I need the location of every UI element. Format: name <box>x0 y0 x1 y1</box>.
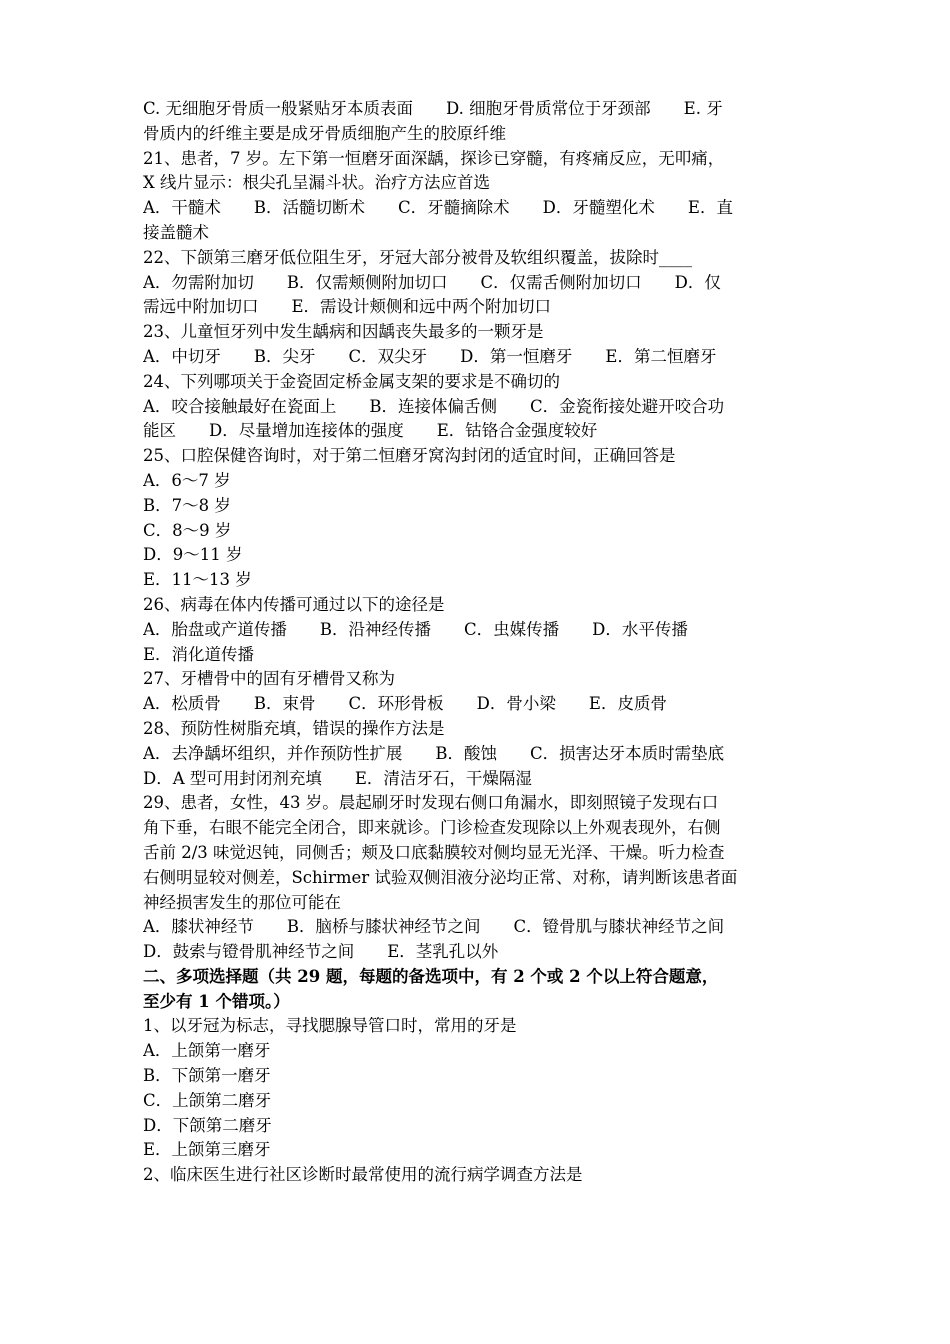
text-line: 28、预防性树脂充填，错误的操作方法是 <box>143 718 445 738</box>
text-line: 神经损害发生的那位可能在 <box>143 892 341 912</box>
text-line: A．上颌第一磨牙 <box>143 1041 271 1061</box>
text-line: C. 无细胞牙骨质一般紧贴牙本质表面 D. 细胞牙骨质常位于牙颈部 E. 牙 <box>143 99 723 118</box>
text-line: 骨质内的纤维主要是成牙骨质细胞产生的胶原纤维 <box>143 123 506 143</box>
text-line: E．11～13 岁 <box>143 570 252 590</box>
section-heading-line: 二、多项选择题（共 29 题，每题的备选项中，有 2 个或 2 个以上符合题意， <box>143 966 719 986</box>
text-line: 接盖髓术 <box>143 222 209 242</box>
text-line: A．去净龋坏组织，并作预防性扩展 B．酸蚀 C．损害达牙本质时需垫底 <box>143 743 725 763</box>
text-line: D．9～11 岁 <box>143 545 243 565</box>
text-line: 29、患者，女性，43 岁。晨起刷牙时发现右侧口角漏水，即刻照镜子发现右口 <box>143 793 719 813</box>
text-line: A．松质骨 B．束骨 C．环形骨板 D．骨小梁 E．皮质骨 <box>143 694 667 714</box>
text-line: 22、下颌第三磨牙低位阻生牙，牙冠大部分被骨及软组织覆盖，拔除时____ <box>143 247 692 267</box>
text-line: A．干髓术 B．活髓切断术 C．牙髓摘除术 D．牙髓塑化术 E．直 <box>143 198 733 218</box>
text-line: 24、下列哪项关于金瓷固定桥金属支架的要求是不确切的 <box>143 371 560 391</box>
text-line: C．上颌第二磨牙 <box>143 1090 272 1110</box>
text-line: 2、临床医生进行社区诊断时最常使用的流行病学调查方法是 <box>143 1165 583 1185</box>
text-line: B．下颌第一磨牙 <box>143 1066 271 1086</box>
text-line: 27、牙槽骨中的固有牙槽骨又称为 <box>143 669 395 689</box>
text-line: 25、口腔保健咨询时，对于第二恒磨牙窝沟封闭的适宜时间，正确回答是 <box>143 446 676 466</box>
text-line: 能区 D．尽量增加连接体的强度 E．钴铬合金强度较好 <box>143 421 598 441</box>
text-line: D．A 型可用封闭剂充填 E．清洁牙石，干燥隔湿 <box>143 768 532 788</box>
text-line: C．8～9 岁 <box>143 520 232 540</box>
text-line: A．6～7 岁 <box>143 470 231 490</box>
text-line: A．勿需附加切 B．仅需颊侧附加切口 C．仅需舌侧附加切口 D．仅 <box>143 272 721 292</box>
section-heading-line: 至少有 1 个错项。） <box>143 991 290 1011</box>
text-line: A．膝状神经节 B．脑桥与膝状神经节之间 C．镫骨肌与膝状神经节之间 <box>143 917 725 937</box>
text-line: E．上颌第三磨牙 <box>143 1140 271 1160</box>
text-line: 21、患者，7 岁。左下第一恒磨牙面深龋，探诊已穿髓，有疼痛反应，无叩痛， <box>143 148 725 168</box>
text-line: A．中切牙 B．尖牙 C．双尖牙 D．第一恒磨牙 E．第二恒磨牙 <box>143 346 717 366</box>
text-line: 角下垂，右眼不能完全闭合，即来就诊。门诊检查发现除以上外观表现外，右侧 <box>143 818 721 838</box>
text-line: A．咬合接触最好在瓷面上 B．连接体偏舌侧 C．金瓷衔接处避开咬合功 <box>143 396 725 416</box>
text-line: 23、儿童恒牙列中发生龋病和因龋丧失最多的一颗牙是 <box>143 322 544 342</box>
text-line: 舌前 2/3 味觉迟钝，同侧舌；颊及口底黏膜较对侧均显无光泽、干燥。听力检查 <box>143 842 725 862</box>
text-line: A．胎盘或产道传播 B．沿神经传播 C．虫媒传播 D．水平传播 <box>143 619 688 639</box>
text-line: 需远中附加切口 E．需设计颊侧和远中两个附加切口 <box>143 297 552 317</box>
text-line: 右侧明显较对侧差，Schirmer 试验双侧泪液分泌均正常、对称，请判断该患者面 <box>143 867 738 887</box>
document-page <box>143 97 809 1188</box>
text-line: 1、以牙冠为标志，寻找腮腺导管口时，常用的牙是 <box>143 1016 517 1036</box>
text-line: X 线片显示：根尖孔呈漏斗状。治疗方法应首选 <box>143 173 490 193</box>
text-line: 26、病毒在体内传播可通过以下的途径是 <box>143 594 445 614</box>
text-line: B．7～8 岁 <box>143 495 231 515</box>
text-line: D．下颌第二磨牙 <box>143 1115 272 1135</box>
text-line: D．鼓索与镫骨肌神经节之间 E．茎乳孔以外 <box>143 942 499 962</box>
text-line: E．消化道传播 <box>143 644 255 664</box>
